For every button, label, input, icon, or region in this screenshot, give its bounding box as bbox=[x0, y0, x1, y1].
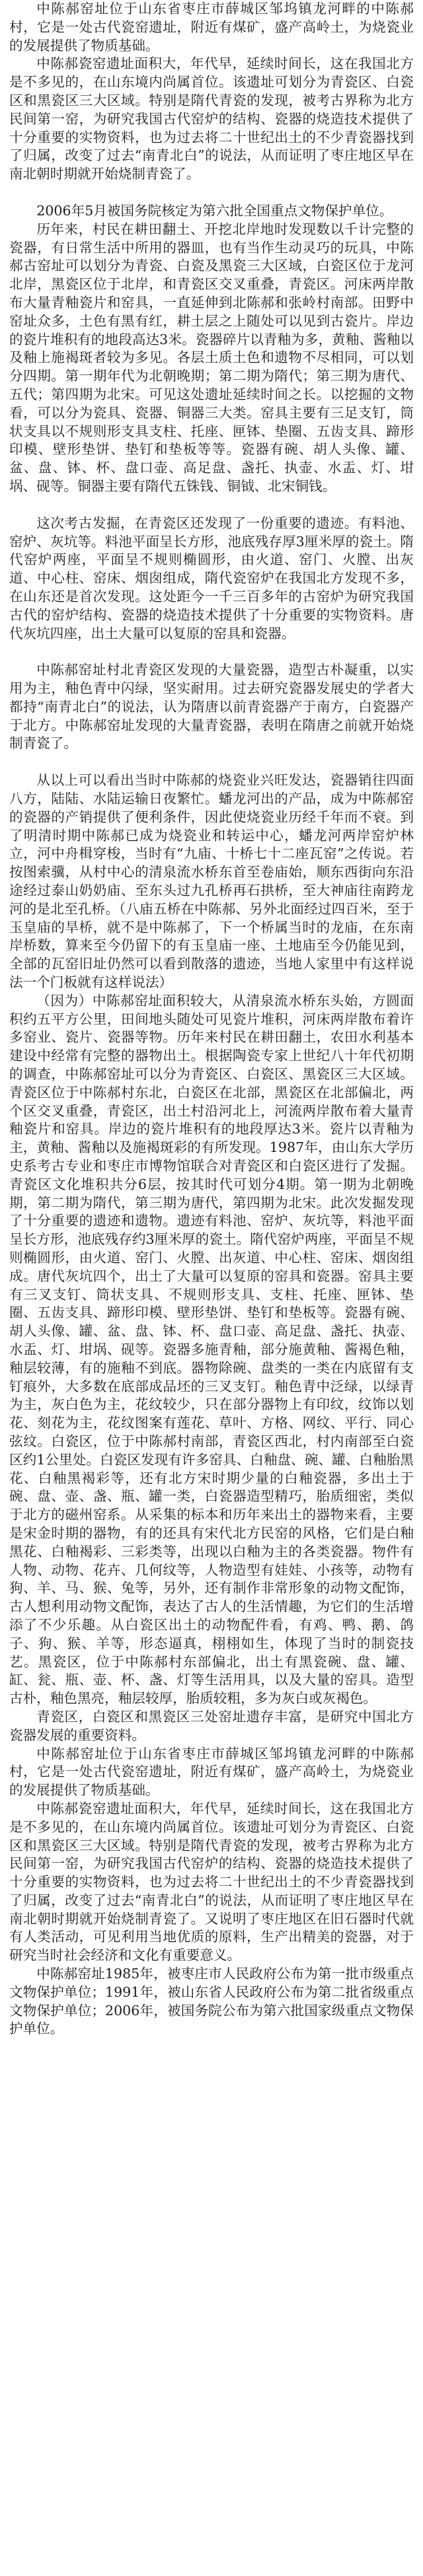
paragraph-spacer bbox=[9, 753, 414, 771]
paragraph-spacer bbox=[9, 643, 414, 661]
paragraph-protection-status: 中陈郝窑址1985年，被枣庄市人民政府公布为第一批市级重点文物保护单位；1991年，被山东省人民政府公布为第二批省级重点文物保护单位；2006年，被国务院公布为第六批国家级重点文物保护单位。 bbox=[9, 1966, 414, 2037]
paragraph-intro: 中陈郝窑址位于山东省枣庄市薛城区邹坞镇龙河畔的中陈郝村，它是一处古代瓷窑遗址，附近有煤矿，盛产高岭土，为烧瓷业的发展提供了物质基础。 bbox=[9, 1, 414, 54]
paragraph-spacer bbox=[9, 184, 414, 202]
paragraph-summary: 青瓷区，白瓷区和黑瓷区三处窑址遗存丰富，是研究中国北方瓷器发展的重要资料。 bbox=[9, 1708, 414, 1743]
paragraph-celadon-history: 中陈郝窑址村北青瓷区发现的大量瓷器，造型古朴凝重，以实用为主，釉色青中闪绿，坚实耐用。过去研究瓷器发展史的学者大都持“南青北白”的说法，认为隋唐以前青瓷器产于南方，白瓷器产于北方。中陈郝窑址发现的大量青瓷器，表明在隋唐之前就开始烧制青瓷了。 bbox=[9, 662, 414, 752]
paragraph-excavation-findings: 历年来，村民在耕田翻土、开挖北岸地时发现数以千计完整的瓷器，有日常生活中所用的器皿，也有当作生动灵巧的玩具，中陈郝古窑址可以划分为青瓷、白瓷及黑瓷三大区域，白瓷区位于龙河北岸，黑瓷区位于北岸，和青瓷区交叉重叠，青瓷区。河床两岸散布大量青釉瓷片和窑具，一直延伸到北陈郝和张岭村南部。田野中窑址众多，土色有黑有红，耕土层之上随处可以见到古瓷片。岸边的瓷片堆积有的地段高达3米。瓷器碎片以青釉为多，黄釉、酱釉以及釉上施褐斑者较为多见。各层土质土色和遗物不尽相同，可以划分四期。第一期年代为北朝晚期；第二期为隋代；第三期为唐代、五代；第四期为北宋。可见这处遗址延续时间之长。以挖掘的文物看，可以分为瓷具、瓷器、铜器三大类。窑具主要有三足支钉，筒状支具以不规则形支具支柱、托座、匣钵、垫圈、五齿支具、蹄形印模、壁形垫饼、垫钉和垫板等等。瓷器有碗、胡人头像、罐、盆、盘、钵、杯、盘口壶、高足盘、盏托、执壶、水盂、灯、坩埚、砚等。铜器主要有隋代五铢钱、铜钺、北宋铜钱。 bbox=[9, 221, 414, 494]
document bbox=[9, 0, 414, 2576]
paragraph-site-detail: （因为）中陈郝窑址面积较大，从清泉流水桥东头始，方圆面积约五平方公里，田间地头随处可见瓷片堆积，河床两岸散布着许多窑业、瓷片、瓷器等物。历年来村民在耕田翻土，农田水利基本建设中经常有完整的器物出土。根据陶瓷专家上世纪八十年代初期的调查，中陈郝窑址可以分为青瓷区、白瓷区、黑瓷区三大区域。青瓷区位于中陈郝村东北，白瓷区在北部，黑瓷区在北部偏北，两个区交叉重叠，青瓷区，出土村沿河北上，河流两岸散布着大量青釉瓷片和窑具。岸边的瓷片堆积有的地段厚达3米。瓷片以青釉为主，黄釉、酱釉以及施褐斑彩的有所发现。1987年，由山东大学历史系考古专业和枣庄市博物馆联合对青瓷区和白瓷区进行了发掘。青瓷区文化堆积共分6层，按其时代可划分4期。第一期为北朝晚期，第二期为隋代，第三期为唐代，第四期为北宋。此次发掘发现了十分重要的遗迹和遗物。遗迹有料池、窑炉、灰坑等，料池平面呈长方形，池底残存约3厘米厚的瓷土。隋代窑炉两座，平面呈不规则椭圆形，由火道、窑门、火膛、出灰道、中心柱、窑床、烟囱组成。唐代灰坑四个，出土了大量可以复原的窑具和瓷器。窑具主要有三叉支钉、筒状支具、不规则形支具、支柱、托座、匣钵、垫圈、五齿支具、蹄形印模、壁形垫饼、垫钉和垫板等。瓷器有碗、胡人头像、罐、盆、盘、钵、杯、盘口壶、高足盘、盏托、执壶、水盂、灯、坩埚、砚等。瓷器多施青釉，部分施黄釉、酱褐色釉，釉层较薄，有的施釉不到底。器物除碗、盘类的一类在内底留有支钉痕外，大多数在底部成品坯的三叉支钉。釉色青中泛绿，以绿青为主，灰白色为主，花纹较少，只在部分器物上有印纹，纹饰以划花、刻花为主，花纹图案有莲花、草叶、方格、网纹、平行、同心弦纹。白瓷区，位于中陈郝村南部，青瓷区西北，村内南部至白瓷区约1公里处。白瓷区发现有许多窑具、白釉盘、碗、罐、白釉胎黑花、白釉黑褐彩等，还有北方宋时期少量的白釉瓷器，多出土于碗、盘、壶、盏、瓶、罐一类，白瓷器造型精巧，胎质细密，类似于北方的磁州窑系。从采集的标本和历年来出土的器物来看，主要是宋金时期的器物，有的还具有宋代北方民窑的风格，它们是白釉黑花、白釉褐彩、三彩类等，出现以白釉为主的各类瓷器。物件有人物、动物、花卉、几何纹等，人物造型有娃娃、小孩等，动物有狗、羊、马、猴、兔等，另外，还有制作非常形象的动物文配饰，古人想利用动物文配饰，表达了古人的生活情趣，为它们的生活增添了不少乐趣。从白瓷区出土的动物配件看，有鸡、鸭、鹅、鸽子、狗、猴、羊等，形态逼真，栩栩如生，体现了当时的制瓷技艺。黑瓷区，位于中陈郝村东部偏北，出土有黑瓷碗、盘、罐、缸、瓮、瓶、壶、杯、盏、灯等生活用具，以及大量的窑具。造型古朴，釉色黑亮，釉层较厚，胎质较粗，多为灰白或灰褐色。 bbox=[9, 992, 414, 1707]
paragraph-protection-2006: 2006年5月被国务院核定为第六批全国重点文物保护单位。 bbox=[36, 202, 393, 219]
paragraph-kiln-remains: 这次考古发掘，在青瓷区还发现了一份重要的遗迹。有料池、窑炉、灰坑等。料池平面呈长方形，池底残存厚3厘米厚的瓷土。隋代窑炉两座，平面呈不规则椭圆形，由火道、窑门、火膛、出灰道、中心柱、窑床、烟囱组成，隋代瓷窑炉在我国北方发现不多，在山东还是首次发现。这处距今一千三百多年的古窑炉为研究我国古代的窑炉结构、瓷器的烧造技术提供了十分重要的实物资料。唐代灰坑四座，出土大量可以复原的窑具和瓷器。 bbox=[9, 515, 414, 641]
paragraph-location-repeat: 中陈郝窑址位于山东省枣庄市薛城区邹坞镇龙河畔的中陈郝村，它是一处古代瓷窑遗址，附近有煤矿，盛产高岭土，为烧瓷业的发展提供了物质基础。 bbox=[9, 1745, 414, 1799]
paragraph-significance: 中陈郝瓷窑遗址面积大，年代早，延续时间长，这在我国北方是不多见的，在山东境内尚属首位。该遗址可划分为青瓷区、白瓷区和黑瓷区三大区域。特别是隋代青瓷的发现，被考古界称为北方民间第一窑，为研究我国古代窑炉的结构、瓷器的烧造技术提供了十分重要的实物资料，也为过去将二十世纪出土的不少青瓷器找到了归属，改变了过去“南青北白”的说法，从而证明了枣庄地区早在南北朝时期就开始烧制青瓷了。 bbox=[9, 55, 414, 182]
paragraph-prosperity: 从以上可以看出当时中陈郝的烧瓷业兴旺发达，瓷器销往四面八方，陆陆、水陆运输日夜繁忙。蟠龙河出的产品，成为中陈郝窑的瓷器的产销提供了便利条件，因此使烧瓷业历经千年而不衰。到了明清时期中陈郝已成为烧瓷业和转运中心，蟠龙河两岸窑炉林立，河中舟楫穿梭，当时有“九庙、十桥七十二座瓦窑”之传说。若按图索骥，从村中心的清泉流水桥东首至卷庙始，顺东西街向东沿途经过泰山奶奶庙、至东头过九孔桥再石拱桥，至大神庙往南跨龙河的是北至孔桥。（八庙五桥在中陈郝、另外北面经过四百米，至于玉皇庙的旱桥，就不是中陈郝了，下一个桥属当时的龙庙，在东南岸桥数，算来至今仍留下的有玉皇庙一座、土地庙至今仍能见到，全部的瓦窑旧址仍然可以看到散落的遗迹，当地人家里中有这样说法一个门板就有这样说法） bbox=[9, 772, 414, 991]
paragraph-spacer bbox=[9, 496, 414, 515]
paragraph-significance-repeat: 中陈郝瓷窑遗址面积大，年代早，延续时间长，这在我国北方是不多见的，在山东境内尚属首位。该遗址可划分为青瓷区、白瓷区和黑瓷区三大区域。特别是隋代青瓷的发现，被考古界称为北方民间第一窑，为研究我国古代窑炉的结构、瓷器的烧造技术提供了十分重要的实物资料，也为过去将二十世纪出土的不少青瓷器找到了归属，改变了过去“南青北白”的说法，从而证明了枣庄地区早在南北朝时期就开始烧制青瓷了。又说明了枣庄地区在旧石器时代就有人类活动，可见利用当地优质的原料，生产出精美的瓷器，对于研究当时社会经济和文化有重要意义。 bbox=[9, 1800, 414, 1964]
